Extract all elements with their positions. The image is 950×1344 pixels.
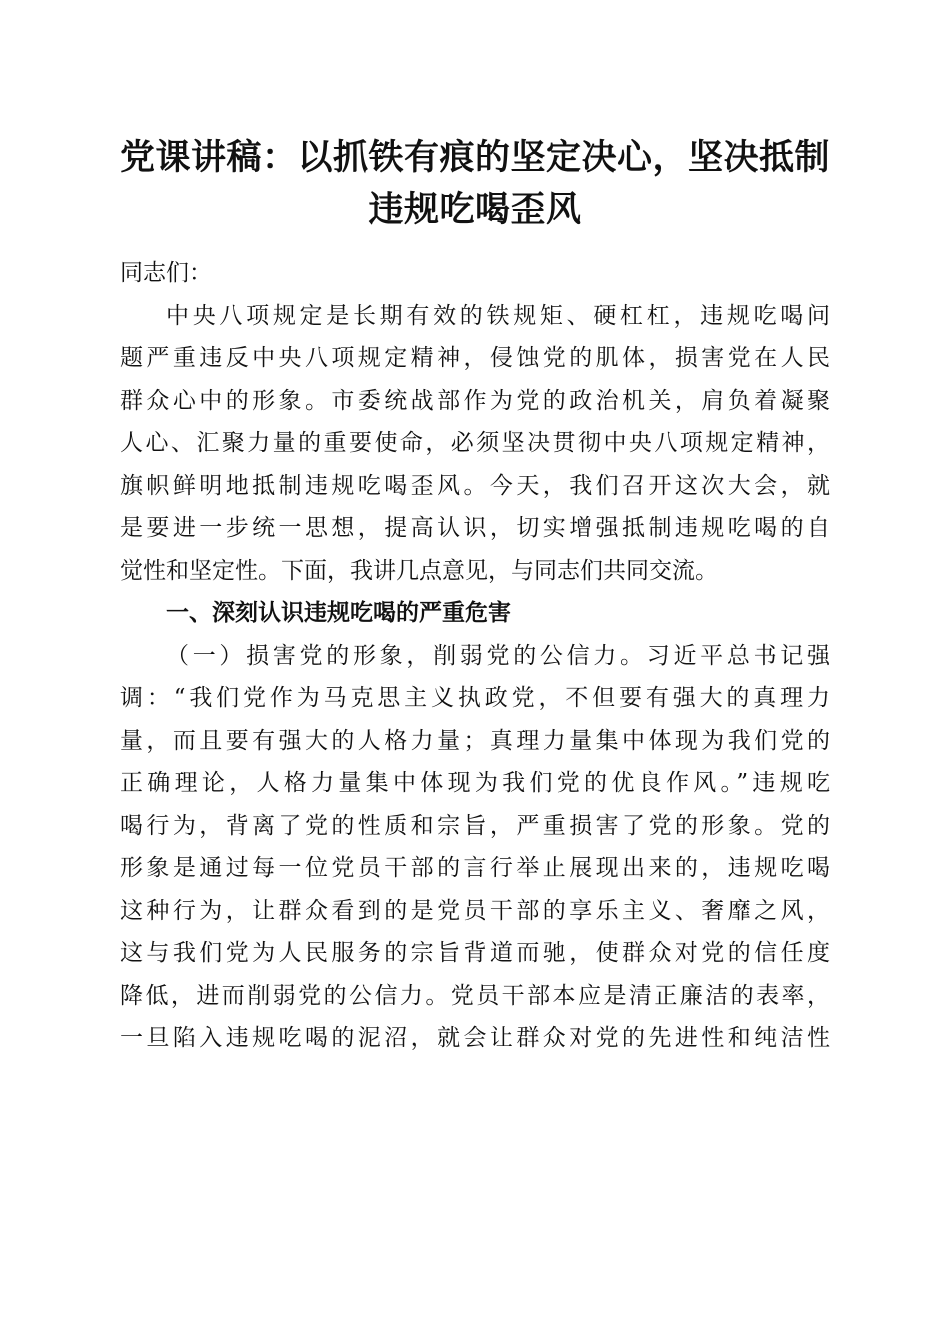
paragraph-line: （一）损害党的形象，削弱党的公信力。习近平总书记强 [166, 642, 830, 669]
document-title [100, 132, 850, 236]
paragraph-line: 这种行为，让群众看到的是党员干部的享乐主义、奢靡之风， [120, 897, 830, 924]
paragraph-line: 一旦陷入违规吃喝的泥沼，就会让群众对党的先进性和纯洁性 [120, 1025, 830, 1051]
paragraph-line: 形象是通过每一位党员干部的言行举止展现出来的，违规吃喝 [120, 855, 830, 881]
paragraph-line: 题严重违反中央八项规定精神，侵蚀党的肌体，损害党在人民 [120, 345, 830, 371]
document-body [120, 252, 830, 1060]
title-line-2: 违规吃喝歪风 [368, 189, 582, 230]
title-line-1: 党课讲稿：以抓铁有痕的坚定决心，坚决抵制 [119, 137, 830, 178]
paragraph-line: 中央八项规定是长期有效的铁规矩、硬杠杠，违规吃喝问 [166, 302, 830, 329]
section-heading: 一、深刻认识违规吃喝的严重危害 [166, 600, 511, 626]
paragraph-line: 喝行为，背离了党的性质和宗旨，严重损害了党的形象。党的 [120, 812, 830, 839]
paragraph-line: 群众心中的形象。市委统战部作为党的政治机关，肩负着凝聚 [120, 387, 830, 414]
paragraph-line: 降低，进而削弱党的公信力。党员干部本应是清正廉洁的表率， [120, 982, 830, 1009]
paragraph-line: 调：“我们党作为马克思主义执政党，不但要有强大的真理力 [120, 685, 830, 711]
paragraph-line: 量，而且要有强大的人格力量；真理力量集中体现为我们党的 [120, 727, 830, 754]
paragraph-line: 这与我们党为人民服务的宗旨背道而驰，使群众对党的信任度 [120, 940, 830, 966]
paragraph-line: 旗帜鲜明地抵制违规吃喝歪风。今天，我们召开这次大会，就 [120, 472, 830, 499]
paragraph-line: 人心、汇聚力量的重要使命，必须坚决贯彻中央八项规定精神， [120, 430, 830, 456]
paragraph-line: 觉性和坚定性。下面，我讲几点意见，与同志们共同交流。 [120, 557, 718, 584]
paragraph-line: 正确理论，人格力量集中体现为我们党的优良作风。”违规吃 [120, 770, 830, 796]
salutation: 同志们： [120, 260, 212, 286]
paragraph-line: 是要进一步统一思想，提高认识，切实增强抵制违规吃喝的自 [120, 515, 830, 541]
